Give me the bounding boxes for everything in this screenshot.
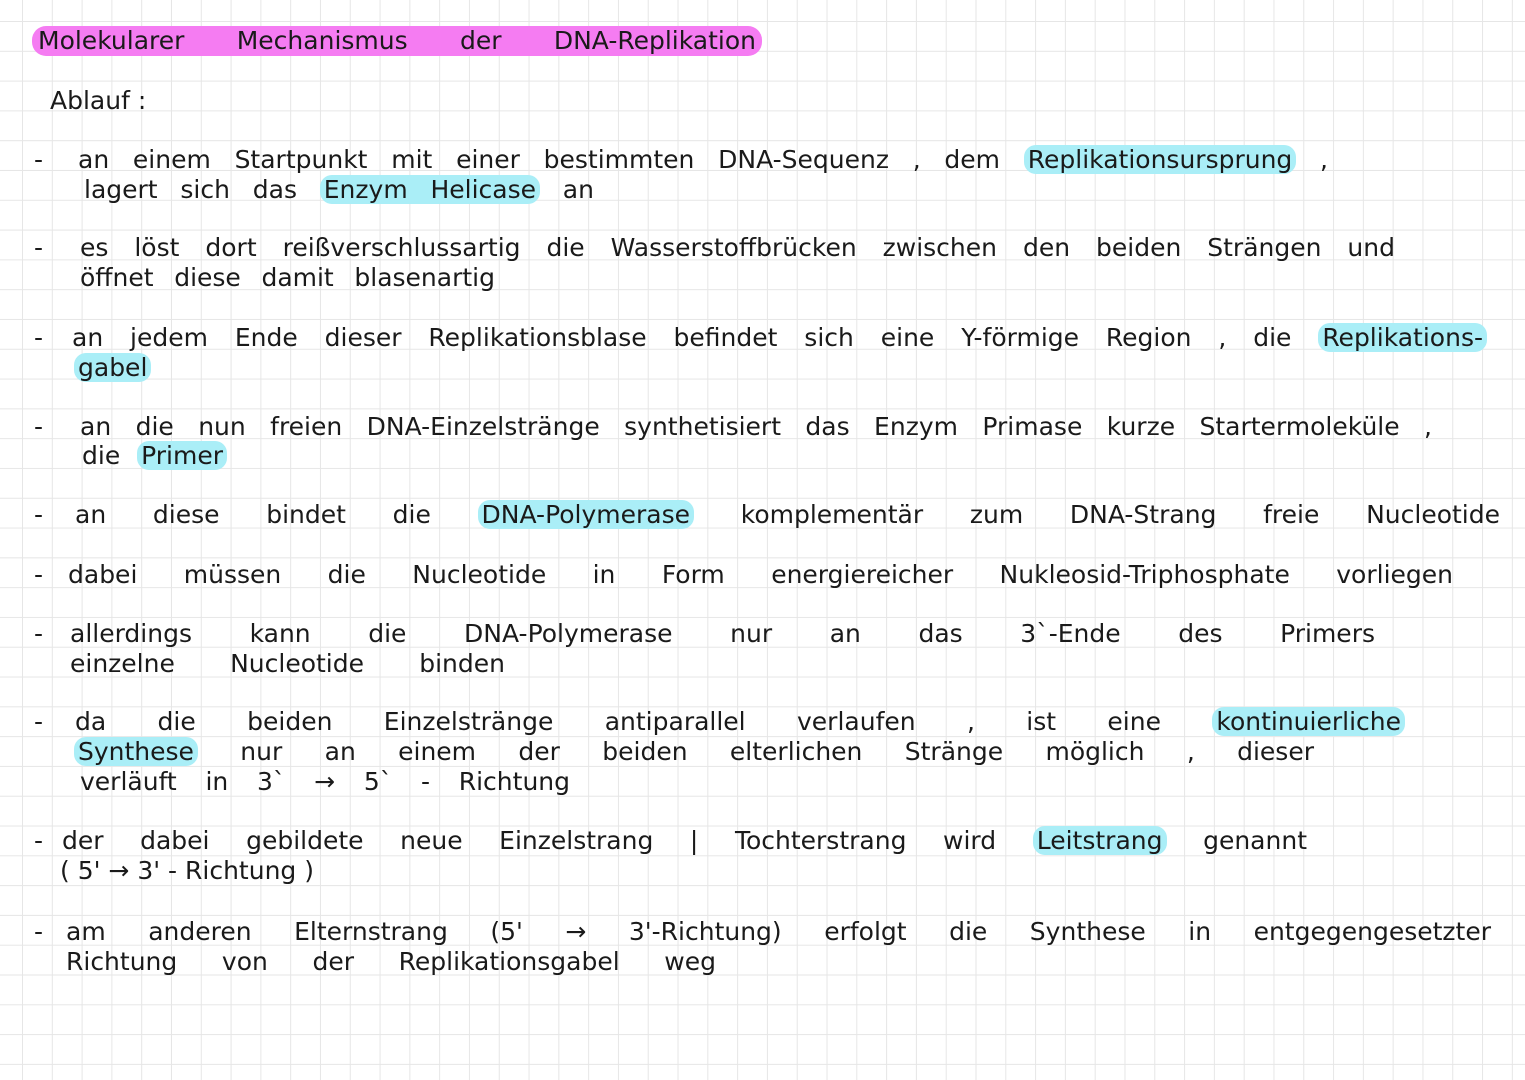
note-line: [70, 649, 505, 679]
note-line: [66, 917, 1491, 947]
note-line: [75, 500, 1500, 530]
note-line: [74, 737, 1314, 767]
page-title: Molekularer Mechanismus der DNA-Replikation: [32, 26, 762, 56]
note-text: komplementär zum DNA-Strang freie Nucleotide: [694, 500, 1500, 529]
note-text: an einem Startpunkt mit einer bestimmten DNA-Sequenz , dem: [78, 145, 1024, 174]
bullet-dash: -: [34, 412, 44, 441]
bullet-dash: -: [34, 145, 44, 174]
note-text: ( 5' → 3' - Richtung ): [60, 856, 314, 885]
note-text: Richtung von der Replikationsgabel weg: [66, 947, 716, 976]
bullet-dash: -: [34, 560, 44, 589]
note-text: öffnet diese damit blasenartig: [80, 263, 495, 292]
note-line: [72, 323, 1487, 353]
note-line: [84, 175, 594, 205]
note-line: [80, 767, 570, 797]
note-text: nur an einem der beiden elterlichen Stränge möglich , dieser: [197, 737, 1314, 766]
note-line: [66, 947, 716, 977]
note-text: allerdings kann die DNA-Polymerase nur an das 3`-Ende des Primers: [70, 619, 1375, 648]
bullet-dash: -: [34, 917, 44, 946]
note-text: an: [540, 175, 594, 204]
note-text: an die nun freien DNA-Einzelstränge synthetisiert das Enzym Primase kurze Startermoleküle ,: [80, 412, 1432, 441]
note-line: [80, 412, 1432, 442]
note-text: es löst dort reißverschlussartig die Wasserstoffbrücken zwischen den beiden Strängen und: [80, 233, 1395, 262]
highlighted-term: Leitstrang: [1033, 826, 1167, 855]
note-line: [78, 145, 1328, 175]
bullet-dash: -: [34, 500, 44, 529]
highlighted-term: kontinuierliche: [1212, 707, 1405, 736]
note-text: an jedem Ende dieser Replikationsblase befindet sich eine Y-förmige Region , die: [72, 323, 1319, 352]
highlighted-term: Replikations-: [1318, 323, 1487, 352]
note-text: verläuft in 3` → 5` - Richtung: [80, 767, 570, 796]
note-text: am anderen Elternstrang (5' → 3'-Richtung) erfolgt die Synthese in entgegengesetzter: [66, 917, 1491, 946]
note-line: [74, 353, 148, 383]
note-line: [75, 707, 1405, 737]
highlighted-term: Synthese: [74, 737, 198, 766]
note-line: [80, 233, 1395, 263]
subtitle: Ablauf :: [50, 86, 147, 115]
note-text: genannt: [1166, 826, 1307, 855]
note-line: [68, 560, 1453, 590]
note-line: [80, 263, 495, 293]
note-text: einzelne Nucleotide binden: [70, 649, 505, 678]
note-text: die: [82, 441, 138, 470]
note-line: [60, 856, 335, 886]
note-line: [82, 441, 227, 471]
note-text: da die beiden Einzelstränge antiparallel verlaufen , ist eine: [75, 707, 1213, 736]
highlighted-term: Primer: [137, 441, 227, 470]
bullet-dash: -: [34, 619, 44, 648]
bullet-dash: -: [34, 233, 44, 262]
note-line: [70, 619, 1375, 649]
highlighted-term: gabel: [74, 353, 151, 382]
note-text: ,: [1296, 145, 1328, 174]
bullet-dash: -: [34, 707, 44, 736]
note-line: [62, 826, 1307, 856]
highlighted-term: DNA-Polymerase: [478, 500, 694, 529]
highlighted-term: Replikationsursprung: [1024, 145, 1297, 174]
note-text: an diese bindet die: [75, 500, 478, 529]
note-text: der dabei gebildete neue Einzelstrang | Tochterstrang wird: [62, 826, 1033, 855]
note-text: lagert sich das: [84, 175, 320, 204]
highlighted-term: Enzym Helicase: [320, 175, 540, 204]
note-text: dabei müssen die Nucleotide in Form energiereicher Nukleosid-Triphosphate vorliegen: [68, 560, 1453, 589]
bullet-dash: -: [34, 826, 44, 855]
bullet-dash: -: [34, 323, 44, 352]
